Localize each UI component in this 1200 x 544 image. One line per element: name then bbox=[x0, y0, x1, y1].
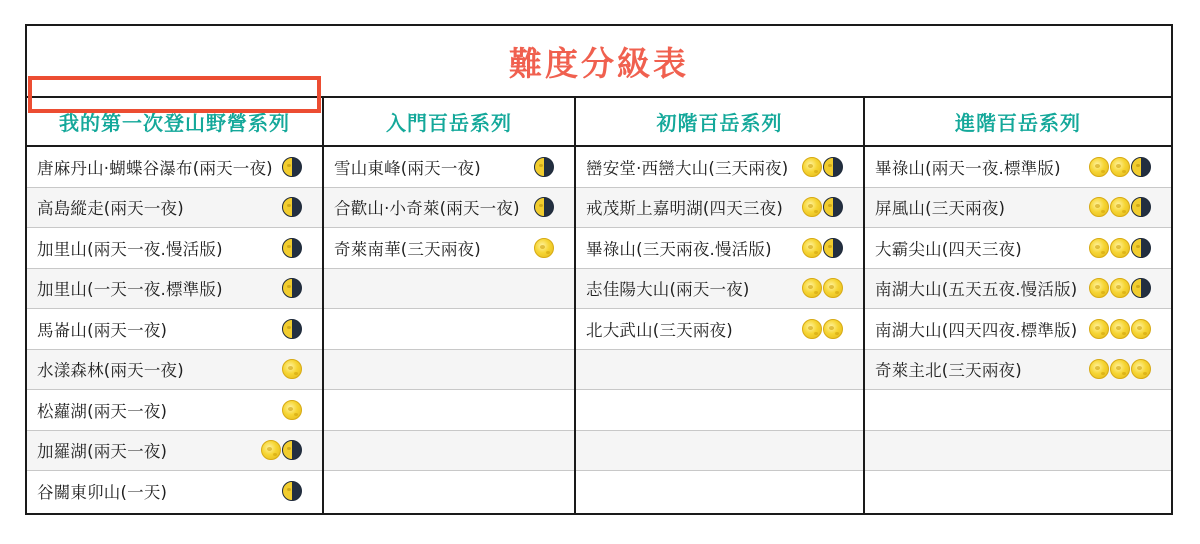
route-name: 加里山(一天一夜.標準版) bbox=[37, 280, 223, 300]
table-row[interactable] bbox=[27, 188, 322, 229]
full-moon-icon bbox=[802, 197, 822, 217]
full-moon-icon bbox=[1089, 278, 1109, 298]
full-moon-icon bbox=[823, 319, 843, 339]
first-quarter-moon-icon bbox=[1131, 157, 1151, 177]
route-name: 加羅湖(兩天一夜) bbox=[37, 442, 168, 462]
full-moon-icon bbox=[261, 440, 281, 460]
route-name: 屏風山(三天兩夜) bbox=[875, 199, 1006, 219]
table-row[interactable] bbox=[865, 350, 1171, 391]
difficulty-table bbox=[25, 24, 1173, 515]
route-name: 高島縱走(兩天一夜) bbox=[37, 199, 184, 219]
full-moon-icon bbox=[1110, 319, 1130, 339]
table-row[interactable] bbox=[576, 147, 863, 188]
full-moon-icon bbox=[1131, 359, 1151, 379]
route-name: 畢祿山(兩天一夜.標準版) bbox=[875, 158, 1061, 178]
full-moon-icon bbox=[1110, 359, 1130, 379]
column-first-camping bbox=[27, 98, 324, 513]
table-row[interactable] bbox=[27, 390, 322, 431]
route-name: 水漾森林(兩天一夜) bbox=[37, 361, 184, 381]
table-row[interactable] bbox=[576, 309, 863, 350]
difficulty-rating bbox=[282, 278, 302, 298]
first-quarter-moon-icon bbox=[1131, 278, 1151, 298]
first-quarter-moon-icon bbox=[282, 197, 302, 217]
first-quarter-moon-icon bbox=[534, 197, 554, 217]
difficulty-rating bbox=[282, 197, 302, 217]
difficulty-rating bbox=[534, 197, 554, 217]
column-header: 初階百岳系列 bbox=[576, 98, 863, 147]
difficulty-rating bbox=[802, 157, 843, 177]
table-row[interactable] bbox=[865, 309, 1171, 350]
column-header: 入門百岳系列 bbox=[324, 98, 574, 147]
columns-container bbox=[27, 98, 1171, 513]
route-name: 松蘿湖(兩天一夜) bbox=[37, 401, 168, 421]
full-moon-icon bbox=[823, 278, 843, 298]
table-row[interactable] bbox=[27, 431, 322, 472]
full-moon-icon bbox=[1089, 238, 1109, 258]
difficulty-rating bbox=[1089, 157, 1151, 177]
empty-row bbox=[576, 390, 863, 431]
full-moon-icon bbox=[1089, 359, 1109, 379]
table-row[interactable] bbox=[865, 147, 1171, 188]
full-moon-icon bbox=[802, 238, 822, 258]
table-row[interactable] bbox=[324, 188, 574, 229]
full-moon-icon bbox=[1110, 238, 1130, 258]
full-moon-icon bbox=[802, 319, 822, 339]
first-quarter-moon-icon bbox=[1131, 197, 1151, 217]
empty-row bbox=[324, 390, 574, 431]
route-name: 南湖大山(四天四夜.標準版) bbox=[875, 320, 1078, 340]
difficulty-rating bbox=[282, 481, 302, 501]
table-title: 難度分級表 bbox=[509, 43, 689, 83]
difficulty-rating bbox=[802, 238, 843, 258]
difficulty-rating bbox=[802, 197, 843, 217]
table-row[interactable] bbox=[27, 471, 322, 512]
table-row[interactable] bbox=[27, 269, 322, 310]
empty-row bbox=[324, 431, 574, 472]
full-moon-icon bbox=[1089, 197, 1109, 217]
route-name: 唐麻丹山·蝴蝶谷瀑布(兩天一夜) bbox=[37, 158, 273, 178]
route-name: 南湖大山(五天五夜.慢活版) bbox=[875, 280, 1078, 300]
first-quarter-moon-icon bbox=[282, 278, 302, 298]
full-moon-icon bbox=[802, 157, 822, 177]
column-beginner-baiyue bbox=[324, 98, 576, 513]
empty-row bbox=[324, 350, 574, 391]
route-name: 畢祿山(三天兩夜.慢活版) bbox=[586, 239, 772, 259]
table-row[interactable] bbox=[27, 350, 322, 391]
empty-row bbox=[324, 269, 574, 310]
table-row[interactable] bbox=[324, 147, 574, 188]
route-name: 谷關東卯山(一天) bbox=[37, 483, 168, 503]
empty-row bbox=[324, 471, 574, 512]
first-quarter-moon-icon bbox=[282, 319, 302, 339]
route-name: 北大武山(三天兩夜) bbox=[586, 320, 733, 340]
table-row[interactable] bbox=[27, 228, 322, 269]
first-quarter-moon-icon bbox=[1131, 238, 1151, 258]
first-quarter-moon-icon bbox=[534, 157, 554, 177]
difficulty-rating bbox=[282, 238, 302, 258]
full-moon-icon bbox=[282, 400, 302, 420]
table-row[interactable] bbox=[27, 147, 322, 188]
route-name: 志佳陽大山(兩天一夜) bbox=[586, 280, 750, 300]
first-quarter-moon-icon bbox=[282, 440, 302, 460]
first-quarter-moon-icon bbox=[823, 238, 843, 258]
table-row[interactable] bbox=[324, 228, 574, 269]
difficulty-rating bbox=[534, 238, 554, 258]
first-quarter-moon-icon bbox=[282, 157, 302, 177]
full-moon-icon bbox=[534, 238, 554, 258]
difficulty-rating bbox=[1089, 359, 1151, 379]
difficulty-rating bbox=[1089, 278, 1151, 298]
route-name: 戒茂斯上嘉明湖(四天三夜) bbox=[586, 199, 783, 219]
difficulty-rating bbox=[261, 440, 302, 460]
difficulty-rating bbox=[282, 400, 302, 420]
first-quarter-moon-icon bbox=[282, 481, 302, 501]
route-name: 奇萊主北(三天兩夜) bbox=[875, 361, 1022, 381]
route-name: 雪山東峰(兩天一夜) bbox=[334, 158, 481, 178]
table-row[interactable] bbox=[865, 269, 1171, 310]
table-row[interactable] bbox=[576, 269, 863, 310]
title-row bbox=[27, 26, 1171, 98]
column-header: 我的第一次登山野營系列 bbox=[27, 98, 322, 147]
first-quarter-moon-icon bbox=[282, 238, 302, 258]
full-moon-icon bbox=[1110, 278, 1130, 298]
empty-row bbox=[865, 390, 1171, 431]
difficulty-rating bbox=[282, 157, 302, 177]
table-row[interactable] bbox=[865, 188, 1171, 229]
empty-row bbox=[865, 471, 1171, 512]
difficulty-rating bbox=[534, 157, 554, 177]
first-quarter-moon-icon bbox=[823, 157, 843, 177]
difficulty-rating bbox=[802, 278, 843, 298]
table-row[interactable] bbox=[576, 228, 863, 269]
empty-row bbox=[324, 309, 574, 350]
table-row[interactable] bbox=[576, 188, 863, 229]
difficulty-rating bbox=[1089, 319, 1151, 339]
empty-row bbox=[865, 431, 1171, 472]
difficulty-rating bbox=[282, 359, 302, 379]
route-name: 奇萊南華(三天兩夜) bbox=[334, 239, 481, 259]
empty-row bbox=[576, 350, 863, 391]
full-moon-icon bbox=[1131, 319, 1151, 339]
empty-row bbox=[576, 471, 863, 512]
full-moon-icon bbox=[1089, 319, 1109, 339]
route-name: 馬崙山(兩天一夜) bbox=[37, 320, 168, 340]
column-advanced-baiyue bbox=[865, 98, 1171, 513]
column-header: 進階百岳系列 bbox=[865, 98, 1171, 147]
difficulty-rating bbox=[282, 319, 302, 339]
empty-row bbox=[576, 431, 863, 472]
full-moon-icon bbox=[1110, 197, 1130, 217]
route-name: 大霸尖山(四天三夜) bbox=[875, 239, 1022, 259]
full-moon-icon bbox=[282, 359, 302, 379]
first-quarter-moon-icon bbox=[823, 197, 843, 217]
route-name: 合歡山·小奇萊(兩天一夜) bbox=[334, 199, 520, 219]
full-moon-icon bbox=[1089, 157, 1109, 177]
route-name: 巒安堂·西巒大山(三天兩夜) bbox=[586, 158, 789, 178]
table-row[interactable] bbox=[27, 309, 322, 350]
difficulty-rating bbox=[802, 319, 843, 339]
column-basic-baiyue bbox=[576, 98, 865, 513]
difficulty-rating bbox=[1089, 197, 1151, 217]
table-row[interactable] bbox=[865, 228, 1171, 269]
full-moon-icon bbox=[1110, 157, 1130, 177]
route-name: 加里山(兩天一夜.慢活版) bbox=[37, 239, 223, 259]
full-moon-icon bbox=[802, 278, 822, 298]
difficulty-rating bbox=[1089, 238, 1151, 258]
